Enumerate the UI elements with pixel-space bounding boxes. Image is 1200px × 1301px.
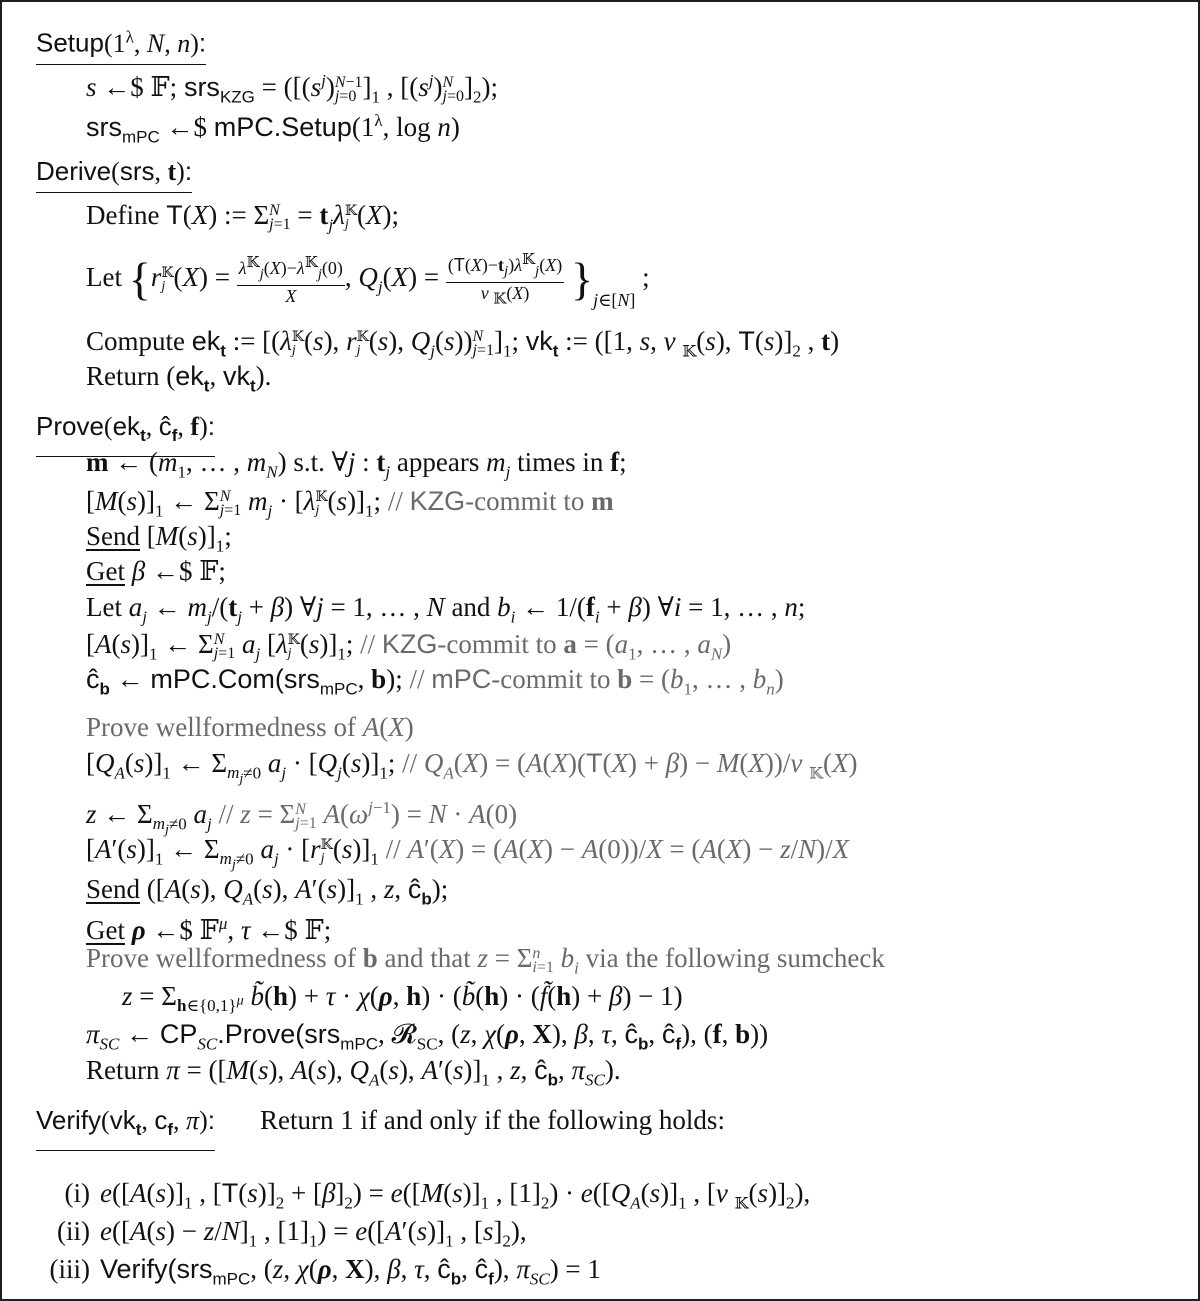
- condition-label: (ii): [57, 1216, 90, 1246]
- setup-line-2: srs$_{mPC}$ ←$ $mPC.Setup(1^\lambda$, log n): [86, 111, 460, 147]
- prove-line-m: m ← ($m_1$, … , $m_N$) s.t. ∀j : $t_j$ appears $m_j$ times in f;: [86, 447, 627, 482]
- prove-line-return: Return π = ([M(s), A(s), $Q_A(s)$, $A'(s)]_1$ , z, $ĉ_b$, $\pi_{SC}$).: [86, 1055, 621, 1090]
- setup-header: $Setup(1^\lambda$, N, n):: [36, 20, 206, 65]
- setup-line-1: s ←$ 𝔽; $srs_{KZG} = ([(s^j)N-1$ j=0 ]$_1$ , [$(s^j)N$ $j=0]_2$);: [86, 71, 499, 107]
- prove-line-wellformed-A: Prove wellformedness of A(X): [86, 712, 414, 742]
- derive-line-compute: Compute $ek_t$ := [(λ𝕂 j (s), r𝕂 j (s), $Q_j(s))N$ $j=1]_1$; $vk_t$ := ([1, s, ν $_𝕂$(s), $T(s)]_2$ , t): [86, 326, 840, 361]
- prove-line-cb: $ĉ_b$ ← mPC.Com(srs$_{mPC}$, b); // mPC-commit to $b = (b_1$, … , $b_n$): [86, 664, 784, 699]
- prove-line-pi-sc: $\pi_{SC}$ ← $CP_{SC}.Prove(srs_{mPC}$, 𝓡$_{SC}$, (z, χ(ρ, X), β, τ, $ĉ_b$, $ĉ_f$), (f, b)): [86, 1019, 769, 1054]
- verify-condition-ii: (ii) $e([A(s) - z/N]_1$ , $[1]_1) = e([A'(s)]_1$ , $[s]_2$),: [42, 1214, 527, 1258]
- prove-line-get-beta: Get β ←$ 𝔽;: [86, 556, 226, 586]
- prove-line-M: $[M(s)]_1$ ← ΣN j=1 $m_j$ · [λ𝕂 j $(s)]_1$; // KZG-commit to m: [86, 486, 614, 521]
- verify-condition-iii: (iii) Verify(srs$_{mPC}$, (z, χ(ρ, X), β, τ, $ĉ_b$, $ĉ_f$), $\pi_{SC}) = 1$: [42, 1252, 601, 1296]
- derive-line-return: Return ($ek_t$, $vk_t$).: [86, 361, 272, 396]
- condition-label: (iii): [49, 1254, 90, 1284]
- prove-line-z: z ← $\Sigma_{m_j\ne 0}$ $a_j // z = \Sigma N$ j=1 $A(\omega^{j-1}) = N \cdot A(0)$: [86, 798, 518, 838]
- prove-line-Aprime: $[A'(s)]_1$ ← $\Sigma_{m_j\ne 0}$ $a_j$ · [r𝕂 j $(s)]_1 // A'(X) = (A(X) - A(0))/X = (A(X) - z/N)/X$: [86, 834, 850, 873]
- prove-header: $Prove(ek_t$, $ĉ_f$, f):: [36, 409, 215, 457]
- derive-line-let: Let {r𝕂 j (X) = $\lambda^𝕂_j(X)-\lambda^𝕂_j(0)$ X , $Q_j(X)$ = $(T(X)-t_j)\lambda^𝕂_j(X)$ ν $_𝕂$(X) }$_{j\in[N]}$ ;: [86, 252, 650, 311]
- prove-line-get-rho-tau: Get ρ ←$ 𝔽$^\mu$, τ ←$ 𝔽;: [86, 914, 332, 945]
- verify-condition-i: (i) $e([A(s)]_1$ , $[T(s)]_2 + [\beta]_2) = e([M(s)]_1$ , $[1]_2) \cdot e([Q_A(s)]_1$ , [ν $_𝕂(s)]_2$),: [42, 1176, 810, 1221]
- prove-line-wellformed-b: Prove wellformedness of b and that z = Σn i=1 $b_i$ via the following sumcheck: [86, 943, 885, 978]
- condition-label: (i): [64, 1178, 90, 1208]
- prove-line-A: $[A(s)]_1$ ← ΣN j=1 $a_j$ [λ𝕂 j $(s)]_1$; // KZG-commit to $a = (a_1$, … , $a_N$): [86, 629, 732, 664]
- prove-line-let-a-b: Let $a_j$ ← $m_j/(t_j + \beta)$ ∀j = 1, … , N and $b_i$ ← $1/(f_i + \beta)$ ∀i = 1, … , n;: [86, 592, 806, 627]
- derive-line-define: Define T(X) := ΣN $j=1 = t_j\lambda 𝕂$ j (X);: [86, 200, 399, 235]
- derive-header: Derive(srs, t):: [36, 154, 192, 193]
- prove-line-QA: $[Q_A(s)]_1$ ← $\Sigma_{m_j\ne 0}$ $a_j \cdot [Q_j(s)]_1$; // $Q_A(X) = (A(X)(T(X) + \beta) - M(X))/\nu$ $_𝕂$(X): [86, 748, 858, 787]
- verify-header: $Verify(vk_t$, $c_f$, π):: [36, 1103, 215, 1151]
- prove-line-send-commitments: Send ([A(s), $Q_A(s)$, $A'(s)]_1$ , z, $ĉ_b$);: [86, 874, 449, 909]
- prove-line-sumcheck-eq: $z = \Sigma_{h\in\{0,1\}^\mu}$ b̃(h) + τ · χ(ρ, h) · (b̃(h) · (f̃(h) + β) − 1): [122, 981, 683, 1016]
- verify-intro: Return 1 if and only if the following holds:: [260, 1105, 725, 1135]
- prove-line-send-M: Send $[M(s)]_1$;: [86, 521, 232, 556]
